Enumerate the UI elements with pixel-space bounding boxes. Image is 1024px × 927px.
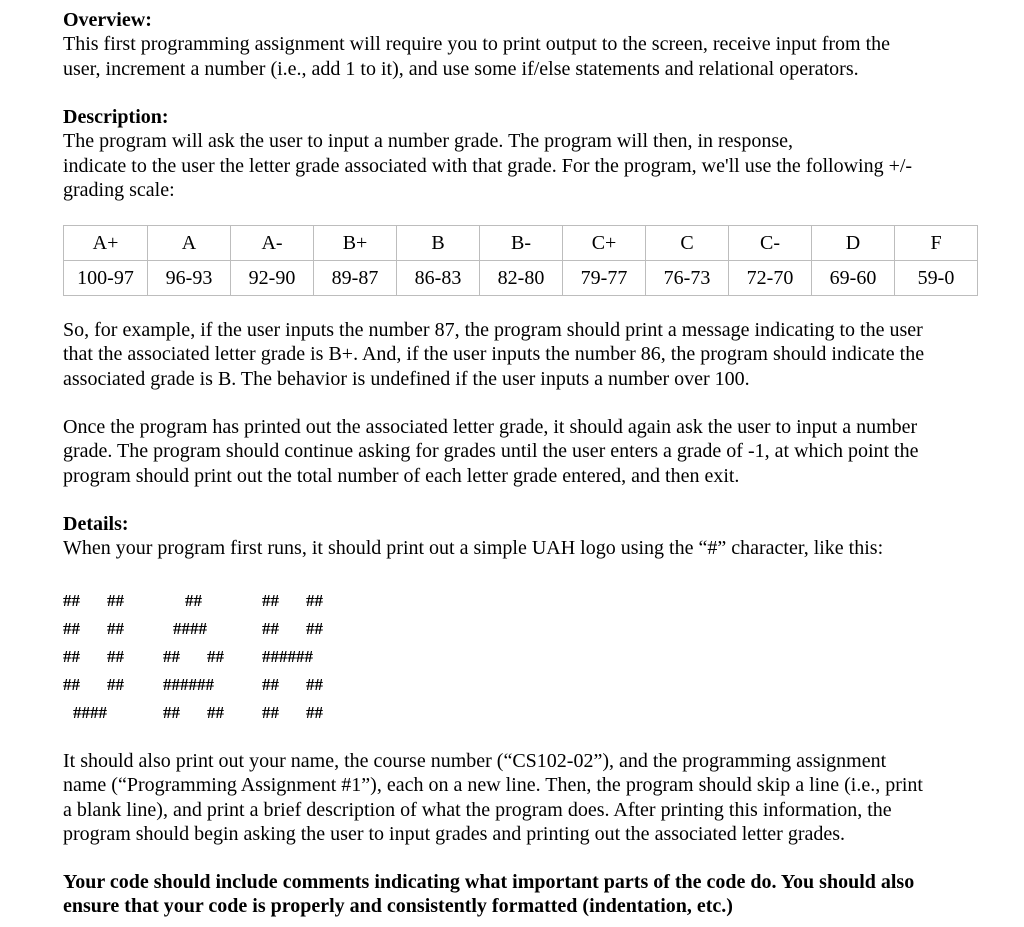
- description-line: The program will ask the user to input a number grade. The program will then, in response,: [63, 130, 793, 153]
- logo-cell: ##: [306, 591, 323, 610]
- logo-cell: ####: [173, 619, 207, 638]
- after-logo-line: name (“Programming Assignment #1”), each on a new line. Then, the program should skip a line (i.e., print: [63, 774, 923, 797]
- after-logo-line: It should also print out your name, the course number (“CS102-02”), and the programming assignment: [63, 750, 887, 772]
- grade-range-cell: 89-87: [314, 261, 397, 296]
- grade-range-cell: 59-0: [895, 261, 978, 296]
- grade-ranges-row: [64, 261, 978, 296]
- final-note-line: ensure that your code is properly and consistently formatted (indentation, etc.): [63, 895, 733, 918]
- logo-cell: ##: [107, 647, 124, 666]
- after-logo-line: program should begin asking the user to input grades and printing out the associated letter grades.: [63, 822, 846, 845]
- logo-cell: ##: [262, 619, 279, 638]
- logo-cell: ##: [107, 591, 124, 610]
- grade-letter-cell: B: [397, 226, 480, 261]
- final-note-paragraph: [63, 870, 993, 919]
- logo-row: [0, 673, 400, 697]
- logo-cell: ##: [163, 647, 180, 666]
- grade-range-cell: 76-73: [646, 261, 729, 296]
- grade-range-cell: 86-83: [397, 261, 480, 296]
- final-note-line: Your code should include comments indicating what important parts of the code do. You should also: [63, 871, 915, 893]
- details-line: When your program first runs, it should print out a simple UAH logo using the “#” character, like this:: [63, 537, 884, 560]
- grade-range-cell: 69-60: [812, 261, 895, 296]
- description-line: indicate to the user the letter grade associated with that grade. For the program, we'll use the following +/-: [63, 154, 913, 177]
- logo-row: [0, 645, 400, 669]
- logo-cell: ##: [262, 591, 279, 610]
- example-line: So, for example, if the user inputs the number 87, the program should print a message indicating to the user: [63, 319, 923, 341]
- loop-line: grade. The program should continue asking for grades until the user enters a grade of -1, at which point the: [63, 440, 919, 463]
- grade-range-cell: 72-70: [729, 261, 812, 296]
- logo-cell: ##: [262, 703, 279, 722]
- logo-row: [0, 617, 400, 641]
- logo-row: [0, 589, 400, 613]
- logo-cell: ##: [306, 675, 323, 694]
- details-heading: Details:: [63, 513, 129, 535]
- grade-letter-cell: B+: [314, 226, 397, 261]
- logo-cell: ######: [262, 647, 313, 666]
- logo-row: [0, 701, 400, 725]
- grade-letter-cell: A-: [231, 226, 314, 261]
- example-paragraph: [63, 318, 993, 391]
- grade-letter-cell: C+: [563, 226, 646, 261]
- description-heading: Description:: [63, 106, 169, 128]
- loop-paragraph: [63, 415, 993, 488]
- logo-cell: ####: [73, 703, 107, 722]
- overview-line: This first programming assignment will require you to print output to the screen, receive input from the: [63, 33, 891, 56]
- logo-cell: ##: [207, 647, 224, 666]
- logo-cell: ##: [63, 591, 80, 610]
- logo-cell: ##: [107, 675, 124, 694]
- logo-cell: ##: [306, 619, 323, 638]
- logo-cell: ##: [207, 703, 224, 722]
- description-section: [63, 105, 993, 202]
- grade-letter-cell: B-: [480, 226, 563, 261]
- grade-letter-cell: C: [646, 226, 729, 261]
- grade-range-cell: 100-97: [64, 261, 148, 296]
- logo-cell: ##: [163, 703, 180, 722]
- grade-letter-cell: C-: [729, 226, 812, 261]
- logo-cell: ##: [107, 619, 124, 638]
- grade-range-cell: 82-80: [480, 261, 563, 296]
- logo-cell: ##: [63, 647, 80, 666]
- grade-range-cell: 92-90: [231, 261, 314, 296]
- logo-cell: ##: [185, 591, 202, 610]
- example-line: associated grade is B. The behavior is undefined if the user inputs a number over 100.: [63, 367, 750, 390]
- grade-letter-cell: A+: [64, 226, 148, 261]
- loop-line: Once the program has printed out the associated letter grade, it should again ask the user to input a number: [63, 416, 918, 438]
- after-logo-line: a blank line), and print a brief description of what the program does. After printing this information, the: [63, 798, 892, 821]
- grade-range-cell: 96-93: [148, 261, 231, 296]
- overview-section: [63, 8, 993, 81]
- description-line: grading scale:: [63, 178, 175, 201]
- example-line: that the associated letter grade is B+. And, if the user inputs the number 86, the program should indicate the: [63, 343, 925, 366]
- details-section: [63, 512, 993, 561]
- logo-cell: ##: [306, 703, 323, 722]
- grade-letter-cell: F: [895, 226, 978, 261]
- loop-line: program should print out the total number of each letter grade entered, and then exit.: [63, 464, 740, 487]
- grade-letters-row: [64, 226, 978, 261]
- overview-line: user, increment a number (i.e., add 1 to it), and use some if/else statements and relational operators.: [63, 57, 859, 80]
- logo-cell: ##: [262, 675, 279, 694]
- grade-letter-cell: A: [148, 226, 231, 261]
- grade-letter-cell: D: [812, 226, 895, 261]
- logo-cell: ##: [63, 675, 80, 694]
- logo-cell: ##: [63, 619, 80, 638]
- overview-heading: Overview:: [63, 9, 152, 31]
- grade-range-cell: 79-77: [563, 261, 646, 296]
- grading-scale-table: [63, 225, 978, 296]
- logo-cell: ######: [163, 675, 214, 694]
- after-logo-paragraph: [63, 749, 993, 846]
